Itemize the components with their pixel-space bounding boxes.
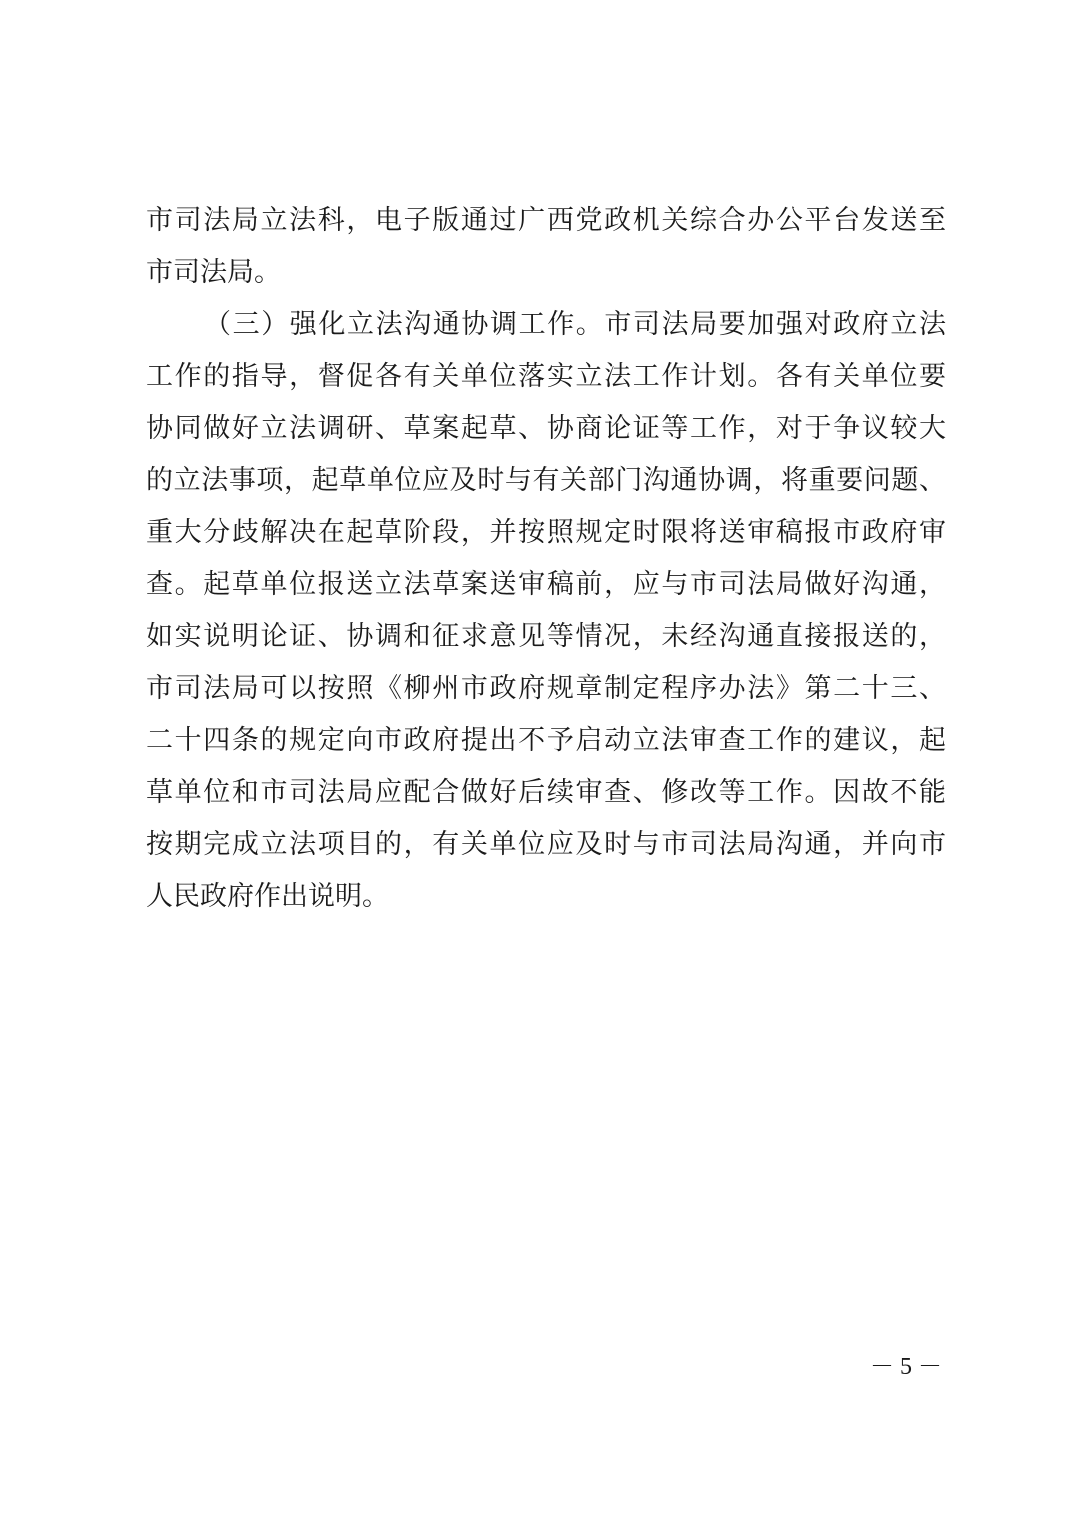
text-line: 人民政府作出说明。 xyxy=(146,881,389,912)
text-line: 的立法事项，起草单位应及时与有关部门沟通协调，将重要问题、 xyxy=(146,465,946,496)
page-number: － 5 － xyxy=(870,1354,942,1380)
text-line: 草单位和市司法局应配合做好后续审查、修改等工作。因故不能 xyxy=(146,777,946,808)
body-text xyxy=(146,195,946,923)
text-line: 二十四条的规定向市政府提出不予启动立法审查工作的建议，起 xyxy=(146,725,946,756)
section-heading-line: （三）强化立法沟通协调工作。市司法局要加强对政府立法 xyxy=(204,309,946,340)
text-line: 如实说明论证、协调和征求意见等情况，未经沟通直接报送的， xyxy=(146,621,946,652)
text-line: 查。起草单位报送立法草案送审稿前，应与市司法局做好沟通， xyxy=(146,569,946,600)
text-line: 市司法局立法科，电子版通过广西党政机关综合办公平台发送至 xyxy=(146,205,946,236)
text-line: 协同做好立法调研、草案起草、协商论证等工作，对于争议较大 xyxy=(146,413,946,444)
text-line: 重大分歧解决在起草阶段，并按照规定时限将送审稿报市政府审 xyxy=(146,517,946,548)
text-line: 工作的指导，督促各有关单位落实立法工作计划。各有关单位要 xyxy=(146,361,946,392)
paragraph-continuation xyxy=(146,195,946,299)
paragraph-section-3 xyxy=(146,299,946,923)
text-line: 市司法局可以按照《柳州市政府规章制定程序办法》第二十三、 xyxy=(146,673,946,704)
text-line: 市司法局。 xyxy=(146,257,281,288)
text-line: 按期完成立法项目的，有关单位应及时与市司法局沟通，并向市 xyxy=(146,829,946,860)
